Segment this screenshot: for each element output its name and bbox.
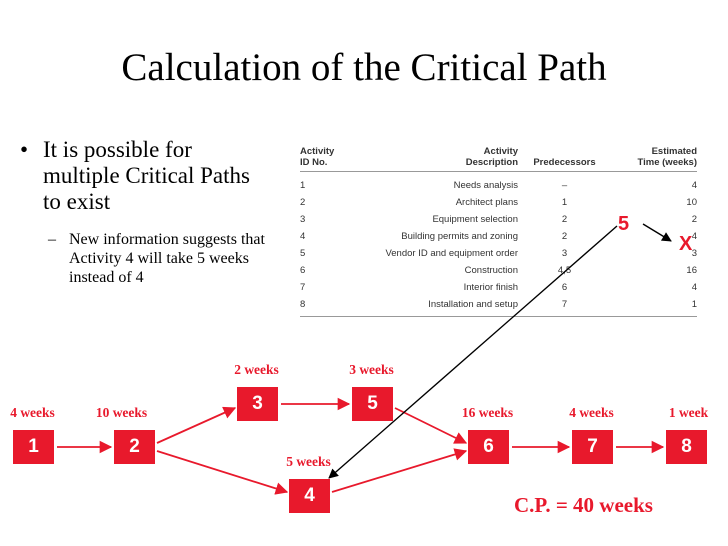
cell-time: 4 xyxy=(691,180,697,191)
cell-id: 1 xyxy=(300,180,306,191)
duration-label-5: 3 weeks xyxy=(349,362,394,377)
new-duration-value: 5 xyxy=(618,213,630,235)
edge-2-3 xyxy=(157,408,235,443)
cell-pred: 7 xyxy=(561,299,568,310)
activity-node-5: 5 xyxy=(352,387,393,421)
bullet-text: It is possible for multiple Critical Paths to exist xyxy=(43,137,250,214)
cell-id: 4 xyxy=(300,231,306,242)
cell-id: 2 xyxy=(300,197,306,208)
bullet-sub-marker: – xyxy=(48,231,56,248)
activity-node-7: 7 xyxy=(572,430,613,464)
cell-id: 7 xyxy=(300,282,306,293)
cell-desc: Installation and setup xyxy=(428,299,518,310)
cell-pred: 6 xyxy=(561,282,568,293)
duration-label-6: 16 weeks xyxy=(461,405,514,420)
cell-time: 16 xyxy=(686,265,697,276)
cell-time: 10 xyxy=(686,197,697,208)
cell-id: 3 xyxy=(300,214,306,225)
duration-label-4: 5 weeks xyxy=(286,454,331,469)
cell-pred: 3 xyxy=(561,248,568,259)
cell-id: 8 xyxy=(300,299,306,310)
cell-time: 3 xyxy=(691,248,697,259)
cell-time: 1 xyxy=(691,299,697,310)
bullet-sub-text: New information suggests that Activity 4 will take 5 weeks instead of 4 xyxy=(69,231,265,286)
pointer-arrow xyxy=(643,224,671,241)
activity-node-8: 8 xyxy=(666,430,707,464)
cell-id: 5 xyxy=(300,248,306,259)
duration-label-8: 1 week xyxy=(668,405,709,420)
header-time: Estimated Time (weeks) xyxy=(637,146,697,168)
cell-id: 6 xyxy=(300,265,306,276)
cell-pred: 4,5 xyxy=(557,265,572,276)
bullet-marker: • xyxy=(20,137,29,162)
cell-desc: Building permits and zoning xyxy=(401,231,518,242)
cell-time: 4 xyxy=(691,282,697,293)
header-pred: Predecessors xyxy=(533,157,596,168)
cell-time: 2 xyxy=(691,214,697,225)
cell-time: 4 xyxy=(691,231,697,242)
duration-label-7: 4 weeks xyxy=(569,405,614,420)
cell-pred: 1 xyxy=(561,197,568,208)
slide-title: Calculation of the Critical Path xyxy=(121,46,607,89)
cell-pred: 2 xyxy=(561,231,568,242)
activity-node-4: 4 xyxy=(289,479,330,513)
cell-desc: Architect plans xyxy=(455,197,518,208)
duration-label-1: 4 weeks xyxy=(10,405,55,420)
activity-node-6: 6 xyxy=(468,430,509,464)
header-desc: Activity Description xyxy=(465,146,518,168)
activity-node-3: 3 xyxy=(237,387,278,421)
duration-label-2: 10 weeks xyxy=(95,405,148,420)
duration-label-3: 2 weeks xyxy=(234,362,279,377)
cell-pred: – xyxy=(561,180,568,191)
cell-desc: Vendor ID and equipment order xyxy=(385,248,518,259)
cell-pred: 2 xyxy=(561,214,568,225)
activity-node-2: 2 xyxy=(114,430,155,464)
cell-desc: Construction xyxy=(464,265,518,276)
header-id: Activity ID No. xyxy=(300,146,335,168)
activity-node-1: 1 xyxy=(13,430,54,464)
cell-desc: Needs analysis xyxy=(453,180,518,191)
critical-path-total: C.P. = 40 weeks xyxy=(514,493,653,517)
cross-out-icon: X xyxy=(679,233,693,255)
cell-desc: Equipment selection xyxy=(432,214,518,225)
cell-desc: Interior finish xyxy=(463,282,518,293)
